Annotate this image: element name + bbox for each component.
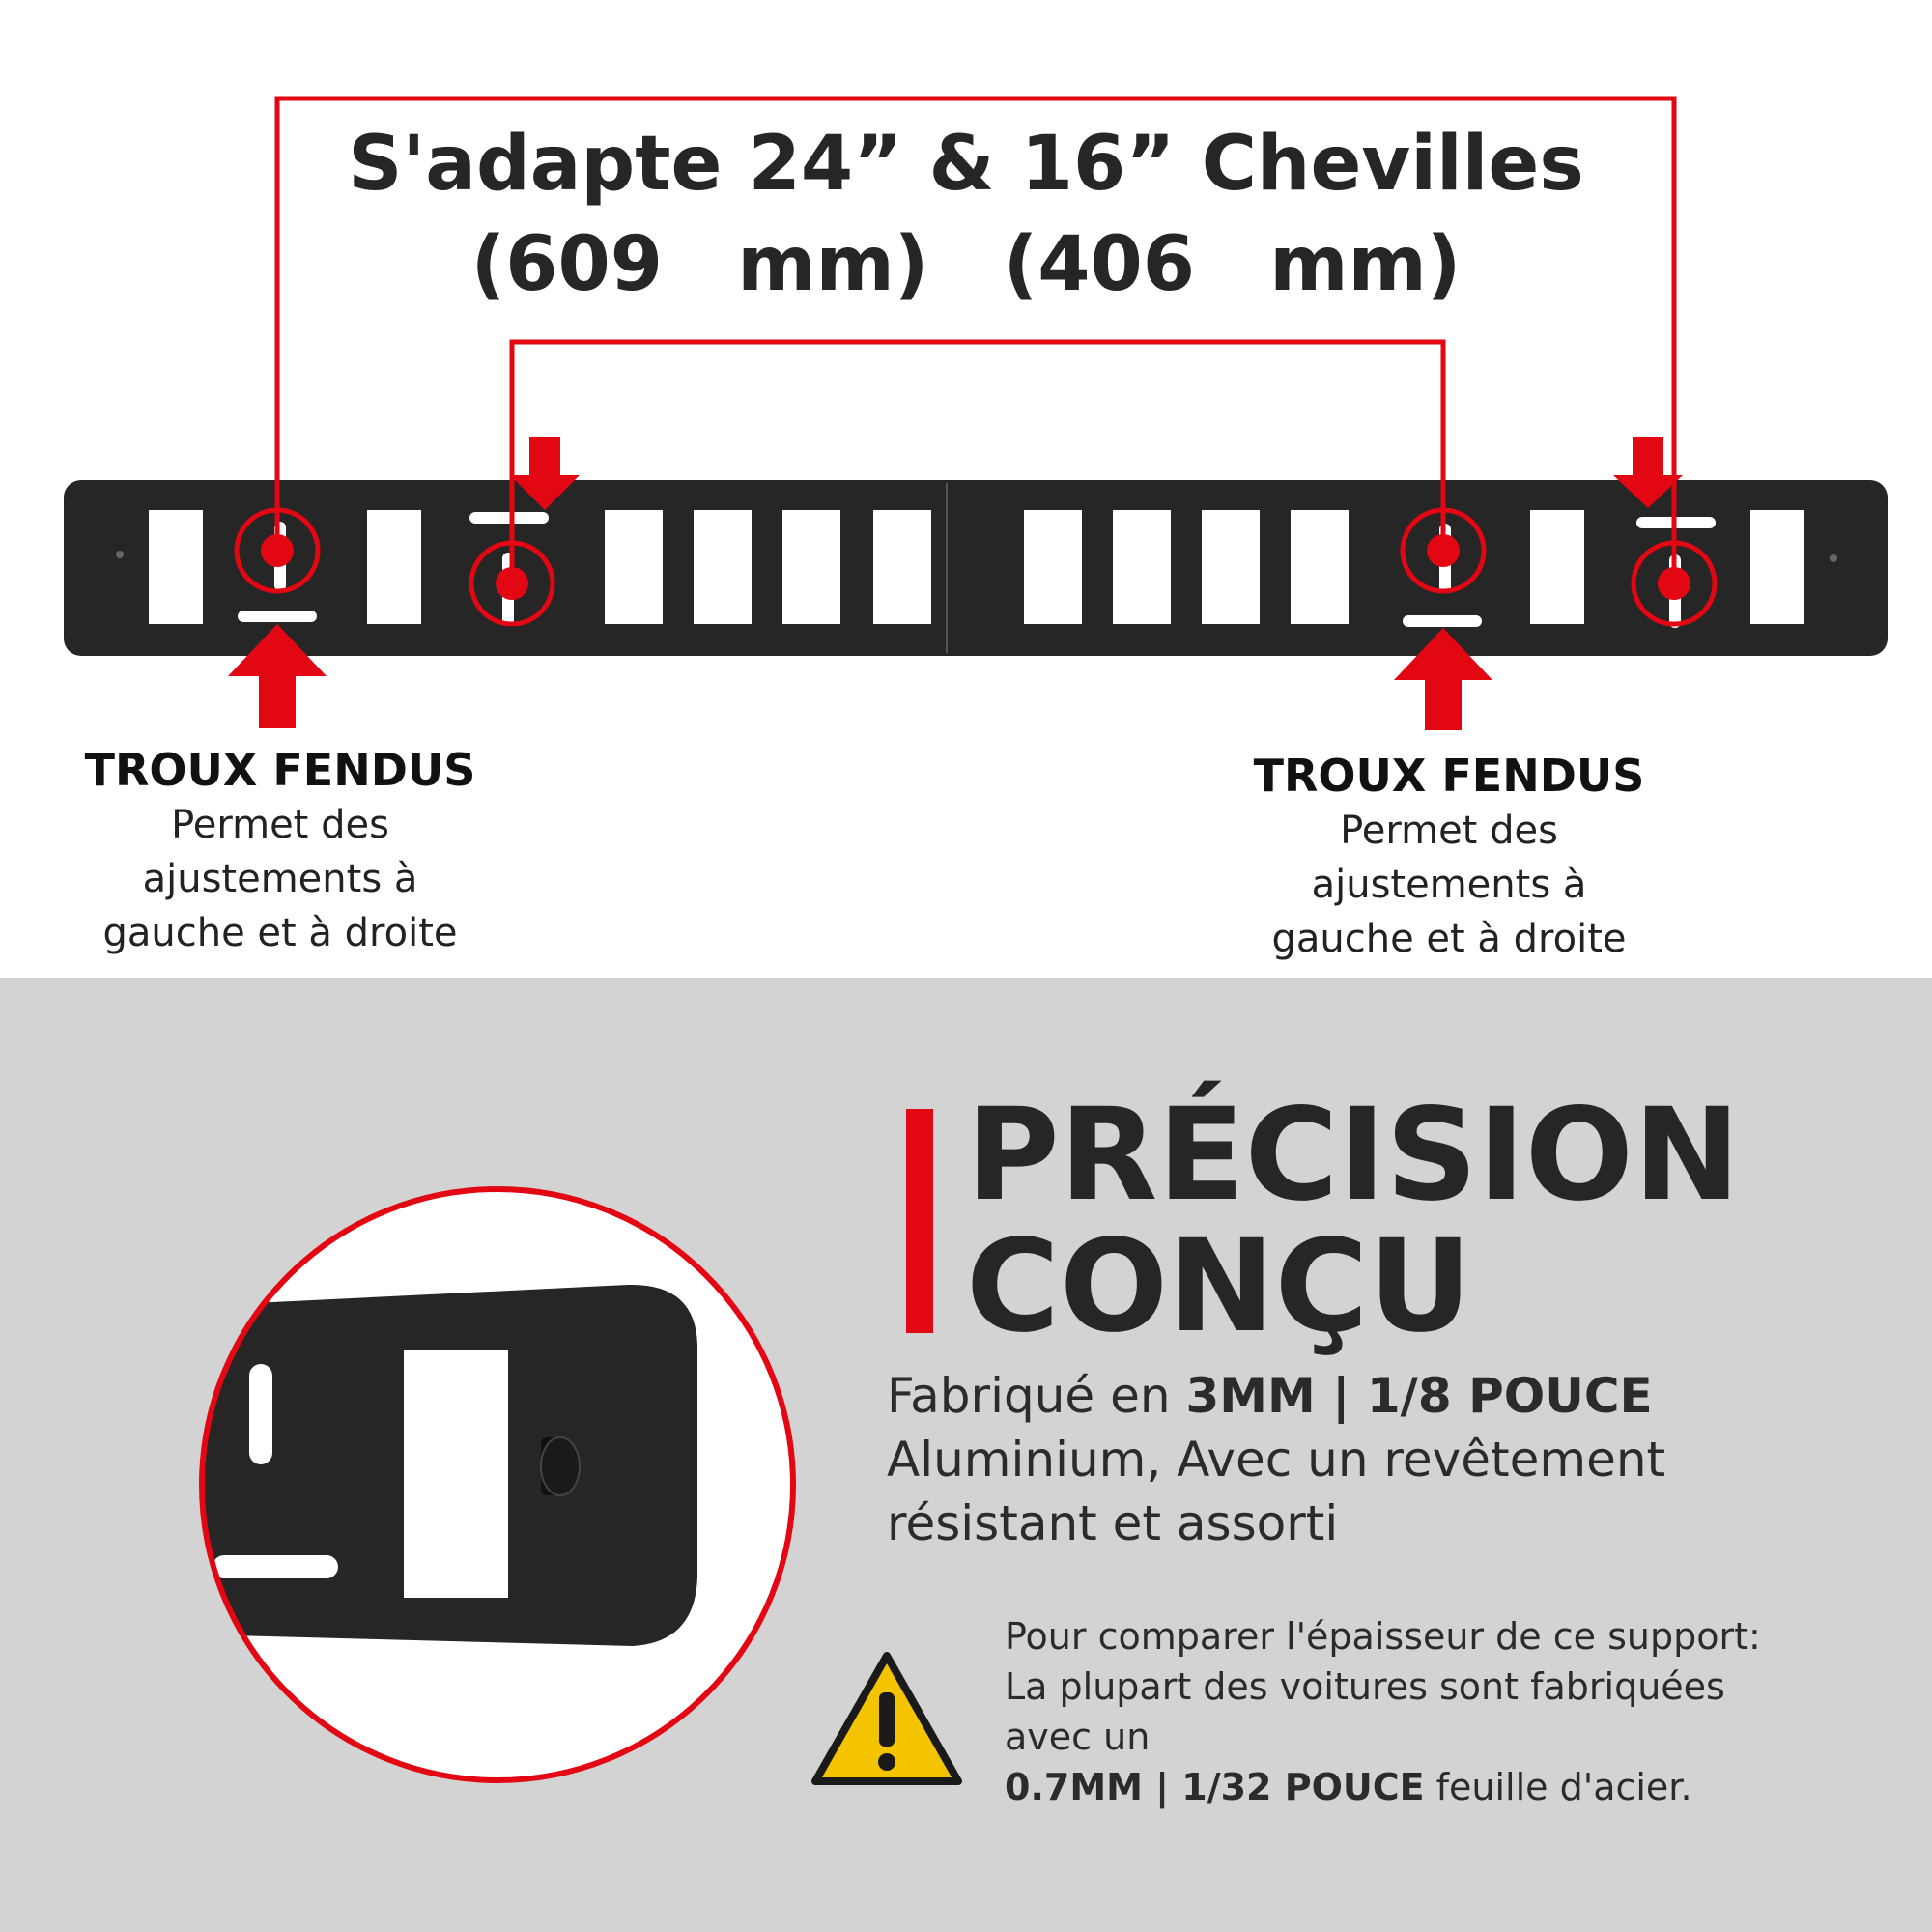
precision-title-line-1: PRÉCISION xyxy=(966,1081,1741,1230)
cutout xyxy=(694,510,752,624)
warning-line-3: avec un xyxy=(1005,1716,1151,1758)
slot-desc-line: gauche et à droite xyxy=(102,911,458,955)
cutout xyxy=(1202,510,1260,624)
stud-dot xyxy=(261,534,294,567)
zoom-slot-horizontal xyxy=(213,1555,338,1578)
slot-horizontal xyxy=(469,512,549,524)
slot-desc-line: ajustements à xyxy=(1311,863,1587,907)
zoom-cutout xyxy=(404,1350,508,1598)
zoom-stud-head xyxy=(541,1437,580,1495)
accent-bar xyxy=(906,1109,933,1333)
precision-prefix: Fabriqué en xyxy=(887,1368,1186,1424)
slot-title: TROUX FENDUS xyxy=(1253,750,1645,802)
warning-line-4 xyxy=(1005,1762,1913,1812)
cutout xyxy=(1024,510,1082,624)
cutout xyxy=(149,510,203,624)
bracket-pin-left xyxy=(116,551,124,558)
precision-title xyxy=(966,1081,1913,1361)
warning-thickness: 0.7MM | 1/32 POUCE xyxy=(1005,1766,1425,1808)
stud-dot xyxy=(1658,567,1690,600)
bracket-pin-right xyxy=(1830,554,1837,562)
slot-horizontal xyxy=(1403,615,1482,627)
precision-title-line-2: CONÇU xyxy=(966,1212,1472,1361)
warning-line-1: Pour comparer l'épaisseur de ce support: xyxy=(1005,1615,1761,1658)
cutout xyxy=(873,510,931,624)
cutout xyxy=(367,510,421,624)
warning-suffix: feuille d'acier. xyxy=(1424,1766,1692,1808)
bracket-detail-zoom xyxy=(193,1180,802,1789)
stud-fit-headline xyxy=(242,114,1690,315)
precision-line-1 xyxy=(887,1364,1911,1428)
precision-description xyxy=(887,1364,1911,1555)
slotted-holes-left-callout xyxy=(39,742,522,960)
cutout xyxy=(1291,510,1349,624)
warning-mark xyxy=(879,1692,895,1747)
precision-line-2: Aluminium, Avec un revêtement xyxy=(887,1432,1666,1488)
slot-title: TROUX FENDUS xyxy=(84,744,476,796)
precision-thickness: 3MM | 1/8 POUCE xyxy=(1185,1368,1653,1424)
stud-dot xyxy=(496,567,528,600)
zoom-slot-vertical xyxy=(249,1364,272,1464)
cutout xyxy=(1113,510,1171,624)
warning-triangle-icon xyxy=(810,1650,964,1787)
cutout xyxy=(782,510,840,624)
warning-dot xyxy=(878,1753,895,1771)
thickness-comparison-note xyxy=(1005,1611,1913,1812)
cutout xyxy=(1530,510,1584,624)
slot-desc-line: Permet des xyxy=(171,803,389,847)
warning-line-2: La plupart des voitures sont fabriquées xyxy=(1005,1665,1725,1708)
slot-horizontal xyxy=(238,611,317,622)
slot-desc-line: gauche et à droite xyxy=(1271,917,1627,961)
precision-line-3: résistant et assorti xyxy=(887,1495,1339,1551)
cutout xyxy=(1750,510,1804,624)
slotted-holes-right-callout xyxy=(1198,748,1700,966)
stud-dot xyxy=(1427,534,1460,567)
slot-desc-line: ajustements à xyxy=(142,857,418,901)
headline-line-1: S'adapte 24” & 16” Chevilles xyxy=(348,121,1584,208)
cutout xyxy=(605,510,663,624)
bracket-bar xyxy=(64,480,1888,656)
slot-desc-line: Permet des xyxy=(1340,809,1558,853)
headline-line-2: (609 mm) (406 mm) xyxy=(470,221,1462,308)
